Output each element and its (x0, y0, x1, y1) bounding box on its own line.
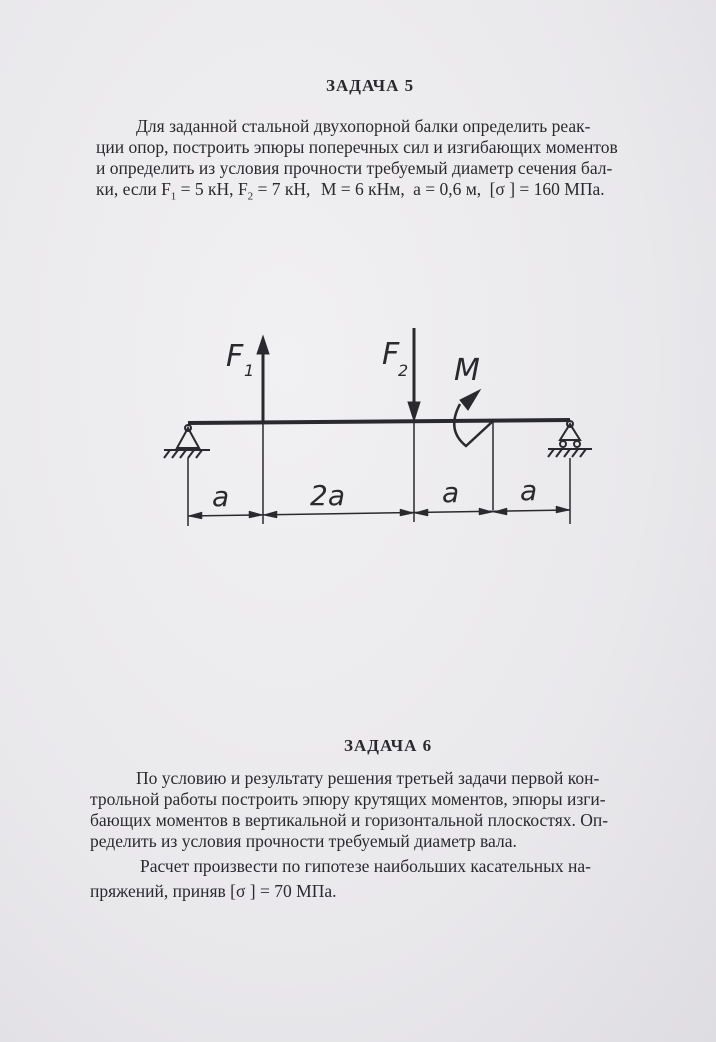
moment-label: M (454, 353, 480, 388)
task5-line-4 (96, 179, 686, 208)
f1-label-sub: 1 (244, 361, 255, 380)
beam (188, 420, 570, 423)
task6-title: ЗАДАЧА 6 (344, 736, 433, 755)
beam-diagram (150, 318, 610, 538)
task6-line-6: пряжений, приняв [σ ] = 70 МПа. (90, 881, 337, 901)
f2-arrow (408, 328, 420, 421)
task5-line-1: Для заданной стальной двухопорной балки определить реак- (136, 116, 591, 136)
task6-line-1: По условию и результату решения третьей задачи первой кон- (136, 768, 600, 788)
a-value: а = 0,6 м, (413, 179, 482, 199)
f1-symbol: $F_1$ (161, 179, 177, 203)
dim-label-3: a (442, 476, 460, 509)
f1-label: F (226, 339, 244, 374)
f2-value: = 7 кН, (253, 179, 311, 199)
task6-line-4: ределить из условия прочности требуемый диаметр вала. (90, 831, 517, 851)
task6-text (90, 768, 690, 902)
f2-label-sub: 2 (398, 361, 409, 380)
task6-line-3: бающих моментов в вертикальной и горизонтальной плоскостях. Оп- (90, 810, 609, 830)
dim-label-4: a (520, 474, 538, 507)
f2-symbol: $F_2$ (237, 179, 254, 203)
dimension-line (188, 506, 570, 519)
right-support (548, 421, 592, 457)
task6-line-2: трольной работы построить эпюру крутящих моментов, эпюры изги- (90, 789, 606, 809)
dim-label-2: 2a (310, 479, 345, 512)
task6-line-5: Расчет произвести по гипотезе наибольших касательных на- (140, 856, 592, 876)
moment-value: М = 6 кНм, (320, 179, 405, 199)
moment-symbol (454, 390, 492, 446)
left-support (164, 425, 210, 458)
task5-line-3: и определить из условия прочности требуемый диаметр сечения бал- (96, 158, 613, 178)
f1-arrow (257, 336, 269, 423)
dim-label-1: a (212, 480, 230, 513)
f2-label: F (382, 337, 400, 372)
task5-if-word: ки, если (96, 179, 157, 199)
f1-value: = 5 кН, (176, 179, 234, 199)
sigma-value: [σ ] = 160 МПа. (489, 179, 605, 199)
task5-title: ЗАДАЧА 5 (326, 76, 415, 95)
task5-text (96, 116, 686, 208)
task5-line-2: ции опор, построить эпюры поперечных сил и изгибающих моментов (96, 137, 618, 157)
